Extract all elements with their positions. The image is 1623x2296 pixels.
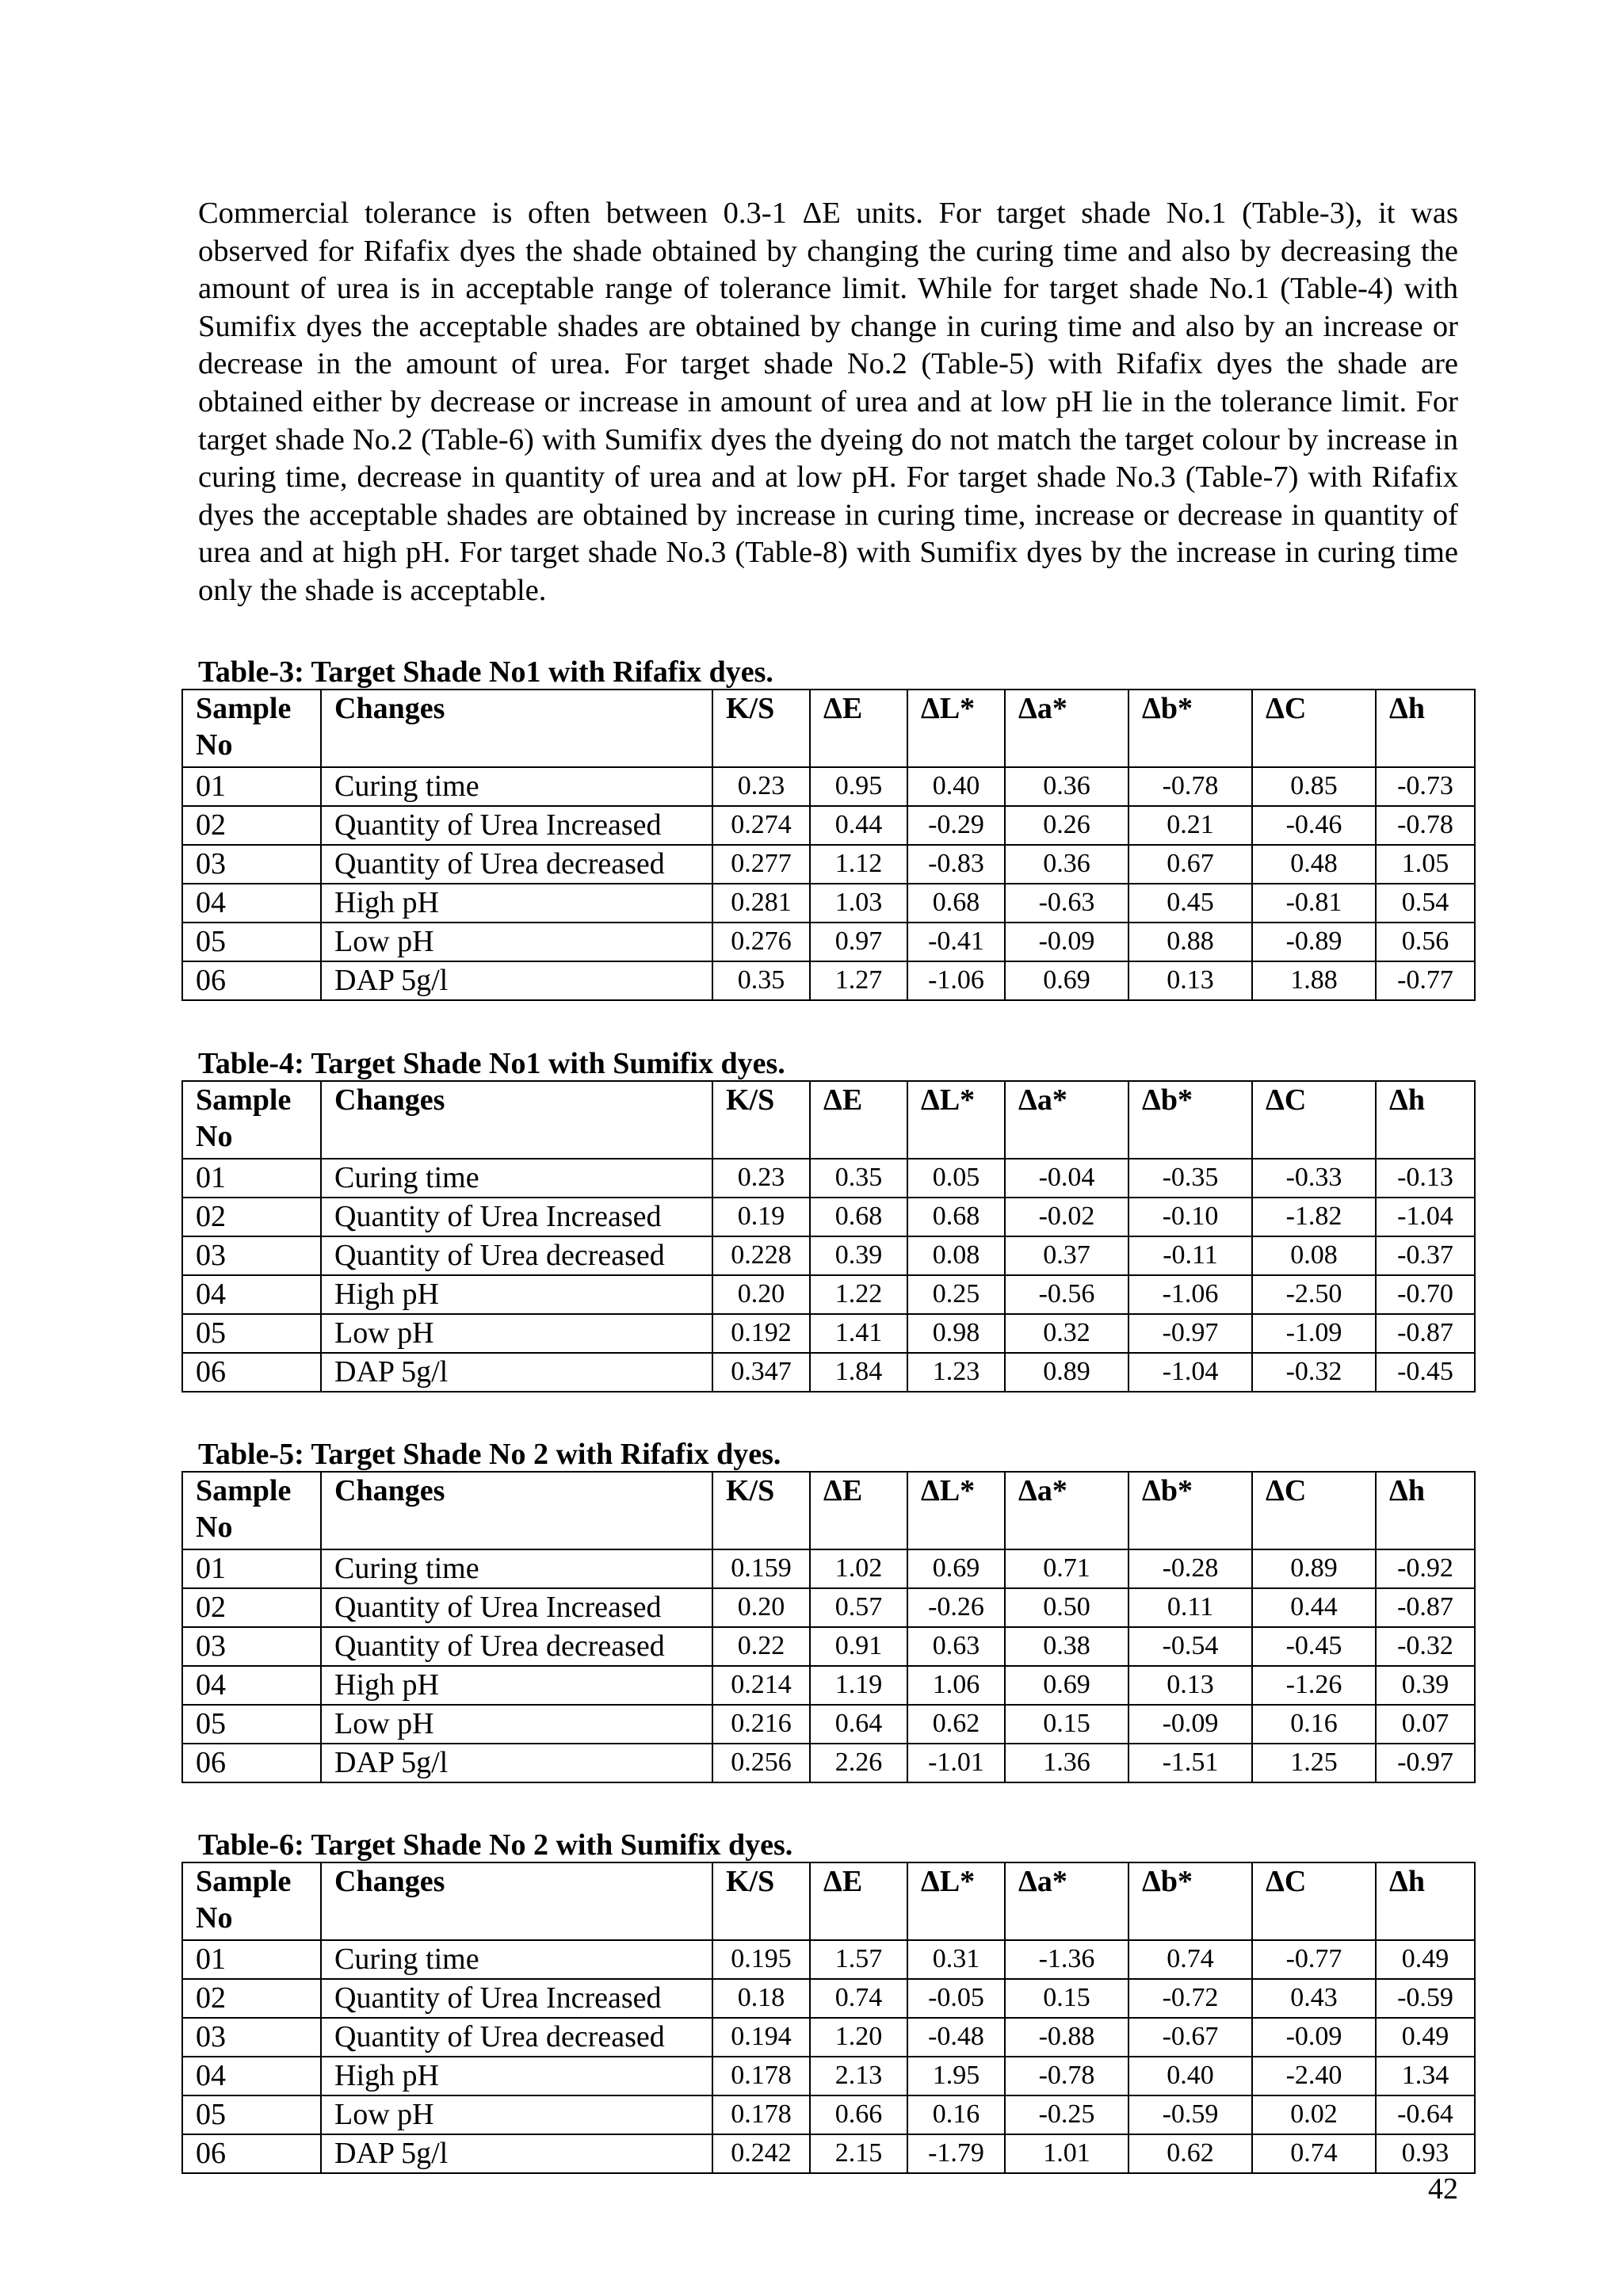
body-paragraph: Commercial tolerance is often between 0.3-1 ΔE units. For target shade No.1 (Table-3), it was observed for Rifafix dyes the shade obtained by changing the curing time and also by decreasing the amount of urea is in acceptable range of tolerance limit. While for target shade No.1 (Table-4) with Sumifix dyes the acceptable shades are obtained by change in curing time and also by an increase or decrease in the amount of urea. For target shade No.2 (Table-5) with Rifafix dyes the shade are obtained either by decrease or increase in amount of urea and at low pH lie in the tolerance limit. For target shade No.2 (Table-6) with Sumifix dyes the dyeing do not match the target colour by increase in curing time, decrease in quantity of urea and at low pH. For target shade No.3 (Table-7) with Rifafix dyes the acceptable shades are obtained by increase in curing time, increase or decrease in quantity of urea and at high pH. For target shade No.3 (Table-8) with Sumifix dyes by the increase in curing time only the shade is acceptable.	[198, 197, 1458, 607]
value-cell: 0.242	[712, 2134, 810, 2173]
value-cell: 0.347	[712, 1353, 810, 1392]
column-header: K/S	[712, 1081, 810, 1159]
sample-no-cell: 03	[182, 2018, 321, 2057]
value-cell: 0.54	[1376, 884, 1475, 923]
value-cell: 0.62	[1128, 2134, 1252, 2173]
column-header: Changes	[321, 1081, 712, 1159]
value-cell: 0.20	[712, 1588, 810, 1627]
sample-no-cell: 04	[182, 1666, 321, 1705]
value-cell: 0.43	[1252, 1979, 1376, 2018]
value-cell: 0.91	[810, 1627, 907, 1666]
column-header: ΔE	[810, 690, 907, 767]
table-row	[182, 845, 1475, 884]
changes-cell: DAP 5g/l	[321, 2134, 712, 2173]
table-header-row	[182, 1081, 1475, 1159]
value-cell: -0.09	[1252, 2018, 1376, 2057]
data-table	[181, 1471, 1476, 1783]
table-row	[182, 1549, 1475, 1588]
sample-no-cell: 05	[182, 2095, 321, 2134]
value-cell: -0.67	[1128, 2018, 1252, 2057]
value-cell: 0.68	[810, 1198, 907, 1236]
table-row	[182, 1666, 1475, 1705]
changes-cell: Low pH	[321, 1314, 712, 1353]
changes-cell: Curing time	[321, 767, 712, 806]
value-cell: 0.48	[1252, 845, 1376, 884]
value-cell: -1.36	[1005, 1940, 1128, 1979]
value-cell: 0.37	[1005, 1236, 1128, 1275]
value-cell: 0.95	[810, 767, 907, 806]
value-cell: 0.88	[1128, 923, 1252, 961]
value-cell: 0.49	[1376, 1940, 1475, 1979]
value-cell: 1.57	[810, 1940, 907, 1979]
column-header: Δa*	[1005, 1862, 1128, 1940]
value-cell: -0.56	[1005, 1275, 1128, 1314]
column-header: Δh	[1376, 1081, 1475, 1159]
value-cell: 0.05	[907, 1159, 1005, 1198]
value-cell: 0.71	[1005, 1549, 1128, 1588]
table-row	[182, 806, 1475, 845]
value-cell: -1.09	[1252, 1314, 1376, 1353]
value-cell: 0.31	[907, 1940, 1005, 1979]
value-cell: 0.97	[810, 923, 907, 961]
value-cell: 1.19	[810, 1666, 907, 1705]
changes-cell: Curing time	[321, 1159, 712, 1198]
value-cell: 0.08	[907, 1236, 1005, 1275]
table-row	[182, 1236, 1475, 1275]
value-cell: -0.05	[907, 1979, 1005, 2018]
value-cell: 0.67	[1128, 845, 1252, 884]
sample-no-cell: 02	[182, 1198, 321, 1236]
value-cell: 0.93	[1376, 2134, 1475, 2173]
table-row	[182, 961, 1475, 1000]
column-header: K/S	[712, 690, 810, 767]
table-row	[182, 1159, 1475, 1198]
value-cell: -0.87	[1376, 1588, 1475, 1627]
value-cell: 1.88	[1252, 961, 1376, 1000]
value-cell: 0.08	[1252, 1236, 1376, 1275]
value-cell: -0.97	[1376, 1744, 1475, 1782]
value-cell: 0.45	[1128, 884, 1252, 923]
value-cell: 0.36	[1005, 845, 1128, 884]
value-cell: 1.02	[810, 1549, 907, 1588]
value-cell: -0.54	[1128, 1627, 1252, 1666]
changes-cell: DAP 5g/l	[321, 961, 712, 1000]
sample-no-cell: 04	[182, 2057, 321, 2095]
value-cell: 0.159	[712, 1549, 810, 1588]
column-header: ΔL*	[907, 690, 1005, 767]
data-table	[181, 1080, 1476, 1392]
table-caption: Table-4: Target Shade No1 with Sumifix dyes.	[198, 1047, 785, 1080]
value-cell: -2.50	[1252, 1275, 1376, 1314]
table-caption: Table-6: Target Shade No 2 with Sumifix dyes.	[198, 1828, 793, 1862]
column-header: ΔC	[1252, 1862, 1376, 1940]
value-cell: 1.95	[907, 2057, 1005, 2095]
column-header: Δh	[1376, 1862, 1475, 1940]
value-cell: 0.40	[907, 767, 1005, 806]
value-cell: -1.26	[1252, 1666, 1376, 1705]
value-cell: -0.28	[1128, 1549, 1252, 1588]
value-cell: -0.32	[1252, 1353, 1376, 1392]
value-cell: 0.63	[907, 1627, 1005, 1666]
value-cell: 0.68	[907, 1198, 1005, 1236]
value-cell: -0.88	[1005, 2018, 1128, 2057]
sample-no-cell: 03	[182, 1236, 321, 1275]
table-row	[182, 1314, 1475, 1353]
value-cell: -0.64	[1376, 2095, 1475, 2134]
column-header: Δb*	[1128, 690, 1252, 767]
value-cell: 0.68	[907, 884, 1005, 923]
value-cell: 0.18	[712, 1979, 810, 2018]
value-cell: 0.62	[907, 1705, 1005, 1744]
changes-cell: Curing time	[321, 1549, 712, 1588]
value-cell: 0.276	[712, 923, 810, 961]
value-cell: 0.98	[907, 1314, 1005, 1353]
value-cell: 0.15	[1005, 1705, 1128, 1744]
value-cell: 0.15	[1005, 1979, 1128, 2018]
value-cell: -1.04	[1128, 1353, 1252, 1392]
table-row	[182, 1588, 1475, 1627]
changes-cell: Quantity of Urea Increased	[321, 1588, 712, 1627]
value-cell: 1.01	[1005, 2134, 1128, 2173]
table-row	[182, 2018, 1475, 2057]
value-cell: 1.12	[810, 845, 907, 884]
value-cell: 0.20	[712, 1275, 810, 1314]
value-cell: 0.69	[907, 1549, 1005, 1588]
value-cell: 0.195	[712, 1940, 810, 1979]
value-cell: -0.46	[1252, 806, 1376, 845]
value-cell: -0.83	[907, 845, 1005, 884]
column-header: K/S	[712, 1472, 810, 1549]
value-cell: 1.20	[810, 2018, 907, 2057]
value-cell: 0.274	[712, 806, 810, 845]
value-cell: 0.192	[712, 1314, 810, 1353]
column-header: ΔE	[810, 1862, 907, 1940]
value-cell: 0.69	[1005, 961, 1128, 1000]
table-row	[182, 1353, 1475, 1392]
changes-cell: Quantity of Urea decreased	[321, 845, 712, 884]
value-cell: -0.29	[907, 806, 1005, 845]
column-header: ΔC	[1252, 1472, 1376, 1549]
column-header: ΔE	[810, 1472, 907, 1549]
value-cell: 1.34	[1376, 2057, 1475, 2095]
sample-no-cell: 01	[182, 767, 321, 806]
sample-no-cell: 03	[182, 1627, 321, 1666]
value-cell: -0.59	[1376, 1979, 1475, 2018]
value-cell: 1.84	[810, 1353, 907, 1392]
table-header-row	[182, 690, 1475, 767]
value-cell: 0.194	[712, 2018, 810, 2057]
sample-no-cell: 01	[182, 1940, 321, 1979]
value-cell: 0.13	[1128, 1666, 1252, 1705]
sample-no-cell: 02	[182, 806, 321, 845]
value-cell: -1.06	[907, 961, 1005, 1000]
sample-no-cell: 06	[182, 1353, 321, 1392]
value-cell: -0.45	[1376, 1353, 1475, 1392]
value-cell: -0.63	[1005, 884, 1128, 923]
table-row	[182, 1940, 1475, 1979]
value-cell: 0.56	[1376, 923, 1475, 961]
value-cell: -0.35	[1128, 1159, 1252, 1198]
value-cell: 0.277	[712, 845, 810, 884]
value-cell: -0.73	[1376, 767, 1475, 806]
value-cell: -0.78	[1005, 2057, 1128, 2095]
value-cell: 0.11	[1128, 1588, 1252, 1627]
value-cell: 0.69	[1005, 1666, 1128, 1705]
value-cell: -0.81	[1252, 884, 1376, 923]
changes-cell: Quantity of Urea Increased	[321, 806, 712, 845]
value-cell: -0.77	[1376, 961, 1475, 1000]
value-cell: 0.89	[1252, 1549, 1376, 1588]
sample-no-cell: 06	[182, 1744, 321, 1782]
column-header: ΔE	[810, 1081, 907, 1159]
column-header: ΔC	[1252, 690, 1376, 767]
value-cell: -0.41	[907, 923, 1005, 961]
changes-cell: High pH	[321, 1275, 712, 1314]
value-cell: 1.03	[810, 884, 907, 923]
value-cell: 0.256	[712, 1744, 810, 1782]
value-cell: 1.41	[810, 1314, 907, 1353]
changes-cell: DAP 5g/l	[321, 1353, 712, 1392]
column-header: ΔC	[1252, 1081, 1376, 1159]
value-cell: -1.79	[907, 2134, 1005, 2173]
column-header: Sample No	[182, 1472, 321, 1549]
table-row	[182, 2057, 1475, 2095]
table-row	[182, 1744, 1475, 1782]
column-header: Changes	[321, 1472, 712, 1549]
value-cell: 0.228	[712, 1236, 810, 1275]
column-header: ΔL*	[907, 1081, 1005, 1159]
value-cell: 0.178	[712, 2057, 810, 2095]
value-cell: -0.97	[1128, 1314, 1252, 1353]
column-header: Δb*	[1128, 1862, 1252, 1940]
data-table	[181, 1862, 1476, 2174]
value-cell: -0.26	[907, 1588, 1005, 1627]
value-cell: -0.04	[1005, 1159, 1128, 1198]
column-header: Sample No	[182, 1862, 321, 1940]
value-cell: -0.72	[1128, 1979, 1252, 2018]
column-header: Changes	[321, 690, 712, 767]
value-cell: -0.25	[1005, 2095, 1128, 2134]
value-cell: -1.06	[1128, 1275, 1252, 1314]
value-cell: 1.27	[810, 961, 907, 1000]
column-header: Δb*	[1128, 1472, 1252, 1549]
table-row	[182, 2134, 1475, 2173]
value-cell: 0.57	[810, 1588, 907, 1627]
table-row	[182, 1979, 1475, 2018]
value-cell: 1.05	[1376, 845, 1475, 884]
value-cell: 0.66	[810, 2095, 907, 2134]
value-cell: 0.16	[1252, 1705, 1376, 1744]
value-cell: -0.37	[1376, 1236, 1475, 1275]
value-cell: -0.09	[1128, 1705, 1252, 1744]
value-cell: 1.06	[907, 1666, 1005, 1705]
value-cell: 1.25	[1252, 1744, 1376, 1782]
value-cell: 0.16	[907, 2095, 1005, 2134]
value-cell: -0.78	[1128, 767, 1252, 806]
sample-no-cell: 06	[182, 2134, 321, 2173]
changes-cell: Low pH	[321, 923, 712, 961]
value-cell: 2.13	[810, 2057, 907, 2095]
column-header: Sample No	[182, 1081, 321, 1159]
value-cell: 0.36	[1005, 767, 1128, 806]
value-cell: -0.77	[1252, 1940, 1376, 1979]
table-row	[182, 767, 1475, 806]
value-cell: -1.51	[1128, 1744, 1252, 1782]
column-header: K/S	[712, 1862, 810, 1940]
table-caption: Table-3: Target Shade No1 with Rifafix dyes.	[198, 655, 773, 689]
table-row	[182, 1627, 1475, 1666]
value-cell: 0.74	[810, 1979, 907, 2018]
value-cell: 0.89	[1005, 1353, 1128, 1392]
value-cell: -0.32	[1376, 1627, 1475, 1666]
sample-no-cell: 05	[182, 923, 321, 961]
value-cell: 1.23	[907, 1353, 1005, 1392]
value-cell: 0.26	[1005, 806, 1128, 845]
sample-no-cell: 01	[182, 1159, 321, 1198]
value-cell: 0.74	[1128, 1940, 1252, 1979]
value-cell: -0.10	[1128, 1198, 1252, 1236]
table-row	[182, 1705, 1475, 1744]
sample-no-cell: 06	[182, 961, 321, 1000]
data-table	[181, 689, 1476, 1001]
value-cell: 0.74	[1252, 2134, 1376, 2173]
value-cell: -0.59	[1128, 2095, 1252, 2134]
table-row	[182, 884, 1475, 923]
changes-cell: Quantity of Urea decreased	[321, 1627, 712, 1666]
value-cell: 0.50	[1005, 1588, 1128, 1627]
changes-cell: Low pH	[321, 2095, 712, 2134]
table-row	[182, 1275, 1475, 1314]
value-cell: -0.11	[1128, 1236, 1252, 1275]
value-cell: -0.92	[1376, 1549, 1475, 1588]
value-cell: 0.281	[712, 884, 810, 923]
changes-cell: Quantity of Urea Increased	[321, 1979, 712, 2018]
changes-cell: Quantity of Urea decreased	[321, 1236, 712, 1275]
value-cell: -1.04	[1376, 1198, 1475, 1236]
changes-cell: High pH	[321, 2057, 712, 2095]
value-cell: -0.87	[1376, 1314, 1475, 1353]
value-cell: 2.15	[810, 2134, 907, 2173]
value-cell: 0.02	[1252, 2095, 1376, 2134]
value-cell: 0.23	[712, 767, 810, 806]
sample-no-cell: 02	[182, 1588, 321, 1627]
value-cell: -1.82	[1252, 1198, 1376, 1236]
changes-cell: Low pH	[321, 1705, 712, 1744]
value-cell: -0.70	[1376, 1275, 1475, 1314]
value-cell: 0.85	[1252, 767, 1376, 806]
value-cell: 0.35	[810, 1159, 907, 1198]
changes-cell: Quantity of Urea Increased	[321, 1198, 712, 1236]
changes-cell: Curing time	[321, 1940, 712, 1979]
column-header: Δa*	[1005, 1081, 1128, 1159]
value-cell: -0.13	[1376, 1159, 1475, 1198]
value-cell: 1.22	[810, 1275, 907, 1314]
value-cell: 0.39	[1376, 1666, 1475, 1705]
value-cell: 0.214	[712, 1666, 810, 1705]
column-header: Δh	[1376, 1472, 1475, 1549]
value-cell: 0.44	[1252, 1588, 1376, 1627]
table-row	[182, 2095, 1475, 2134]
table-header-row	[182, 1472, 1475, 1549]
value-cell: 0.13	[1128, 961, 1252, 1000]
table-caption: Table-5: Target Shade No 2 with Rifafix dyes.	[198, 1438, 781, 1471]
column-header: Δa*	[1005, 1472, 1128, 1549]
value-cell: 0.07	[1376, 1705, 1475, 1744]
value-cell: 0.49	[1376, 2018, 1475, 2057]
value-cell: 0.178	[712, 2095, 810, 2134]
sample-no-cell: 01	[182, 1549, 321, 1588]
value-cell: -0.78	[1376, 806, 1475, 845]
value-cell: -2.40	[1252, 2057, 1376, 2095]
value-cell: 0.19	[712, 1198, 810, 1236]
changes-cell: Quantity of Urea decreased	[321, 2018, 712, 2057]
value-cell: 0.23	[712, 1159, 810, 1198]
changes-cell: High pH	[321, 884, 712, 923]
column-header: Δb*	[1128, 1081, 1252, 1159]
value-cell: 0.25	[907, 1275, 1005, 1314]
value-cell: -0.45	[1252, 1627, 1376, 1666]
value-cell: -0.48	[907, 2018, 1005, 2057]
value-cell: -1.01	[907, 1744, 1005, 1782]
value-cell: -0.09	[1005, 923, 1128, 961]
column-header: Δh	[1376, 690, 1475, 767]
value-cell: 1.36	[1005, 1744, 1128, 1782]
column-header: Sample No	[182, 690, 321, 767]
value-cell: -0.89	[1252, 923, 1376, 961]
value-cell: 0.21	[1128, 806, 1252, 845]
column-header: ΔL*	[907, 1472, 1005, 1549]
value-cell: 0.44	[810, 806, 907, 845]
table-row	[182, 923, 1475, 961]
value-cell: 0.64	[810, 1705, 907, 1744]
table-header-row	[182, 1862, 1475, 1940]
column-header: Δa*	[1005, 690, 1128, 767]
page-number: 42	[1428, 2172, 1458, 2206]
value-cell: 0.39	[810, 1236, 907, 1275]
value-cell: 2.26	[810, 1744, 907, 1782]
sample-no-cell: 02	[182, 1979, 321, 2018]
value-cell: 0.38	[1005, 1627, 1128, 1666]
sample-no-cell: 04	[182, 884, 321, 923]
changes-cell: DAP 5g/l	[321, 1744, 712, 1782]
changes-cell: High pH	[321, 1666, 712, 1705]
table-row	[182, 1198, 1475, 1236]
value-cell: 0.22	[712, 1627, 810, 1666]
column-header: ΔL*	[907, 1862, 1005, 1940]
column-header: Changes	[321, 1862, 712, 1940]
sample-no-cell: 05	[182, 1314, 321, 1353]
value-cell: 0.32	[1005, 1314, 1128, 1353]
value-cell: -0.33	[1252, 1159, 1376, 1198]
sample-no-cell: 04	[182, 1275, 321, 1314]
value-cell: -0.02	[1005, 1198, 1128, 1236]
value-cell: 0.35	[712, 961, 810, 1000]
sample-no-cell: 03	[182, 845, 321, 884]
value-cell: 0.216	[712, 1705, 810, 1744]
sample-no-cell: 05	[182, 1705, 321, 1744]
value-cell: 0.40	[1128, 2057, 1252, 2095]
